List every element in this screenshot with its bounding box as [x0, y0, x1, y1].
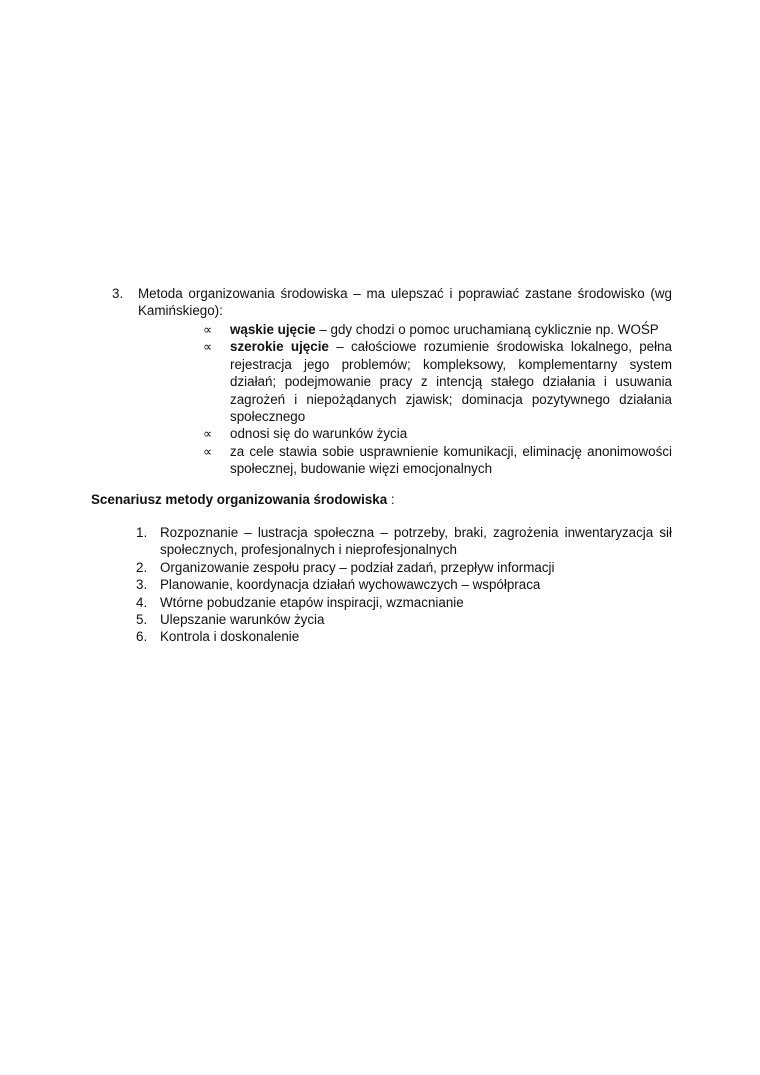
bullet-item — [200, 321, 672, 338]
heading-text: Scenariusz metody organizowania środowiska — [91, 492, 388, 507]
list-item — [136, 628, 672, 645]
step-number: 6. — [136, 629, 148, 645]
section-heading — [91, 491, 395, 508]
bullet-text: – całościowe rozumienie środowiska lokalnego, pełna rejestracja jego problemów; kompleksowy, komplementarny system działań; podejmowanie pracy z intencją stałego działania i usuwania zagrożeń i niepożądanych zjawisk; dominacja pozytywnego działania społecznego — [230, 339, 672, 425]
step-number: 4. — [136, 594, 148, 610]
list-item — [136, 524, 672, 559]
step-text: Wtórne pobudzanie etapów inspiracji, wzmacnianie — [160, 594, 464, 610]
list-item — [136, 594, 672, 611]
step-number: 2. — [136, 559, 148, 575]
heading-colon: : — [387, 492, 395, 507]
bullet-list — [200, 321, 672, 478]
bullet-text: odnosi się do warunków życia — [230, 426, 408, 442]
bullet-bold-term: wąskie ujęcie — [230, 322, 316, 337]
steps-list — [136, 524, 672, 646]
list-item — [136, 576, 672, 593]
step-number: 3. — [136, 577, 148, 593]
item-number: 3. — [112, 286, 124, 301]
step-text: Ulepszanie warunków życia — [160, 612, 325, 628]
step-text: Kontrola i doskonalenie — [160, 629, 300, 645]
bullet-text: – gdy chodzi o pomoc uruchamianą cyklicznie np. WOŚP — [315, 322, 659, 337]
list-item — [136, 611, 672, 628]
step-text: Rozpoznanie – lustracja społeczna – potrzeby, braki, zagrożenia inwentaryzacja sił społecznych, profesjonalnych i nieprofesjonalnych — [160, 525, 672, 558]
bullet-text: za cele stawia sobie usprawnienie komunikacji, eliminację anonimowości społecznej, budowanie więzi emocjonalnych — [230, 443, 672, 477]
numbered-item-3 — [112, 285, 672, 320]
step-number: 1. — [136, 525, 148, 540]
proportional-symbol-icon: ∝ — [203, 339, 213, 355]
bullet-item — [200, 425, 672, 442]
bullet-item — [200, 443, 672, 478]
proportional-symbol-icon: ∝ — [203, 322, 213, 337]
step-number: 5. — [136, 612, 148, 628]
proportional-symbol-icon: ∝ — [203, 426, 213, 442]
list-item — [136, 559, 672, 576]
proportional-symbol-icon: ∝ — [203, 443, 213, 459]
item-text: Metoda organizowania środowiska – ma ulepszać i poprawiać zastane środowisko (wg Kamińskiego): — [138, 286, 672, 319]
step-text: Organizowanie zespołu pracy – podział zadań, przepływ informacji — [160, 559, 555, 575]
bullet-bold-term: szerokie ujęcie — [230, 339, 329, 355]
bullet-item — [200, 338, 672, 425]
step-text: Planowanie, koordynacja działań wychowawczych – współpraca — [160, 577, 541, 593]
